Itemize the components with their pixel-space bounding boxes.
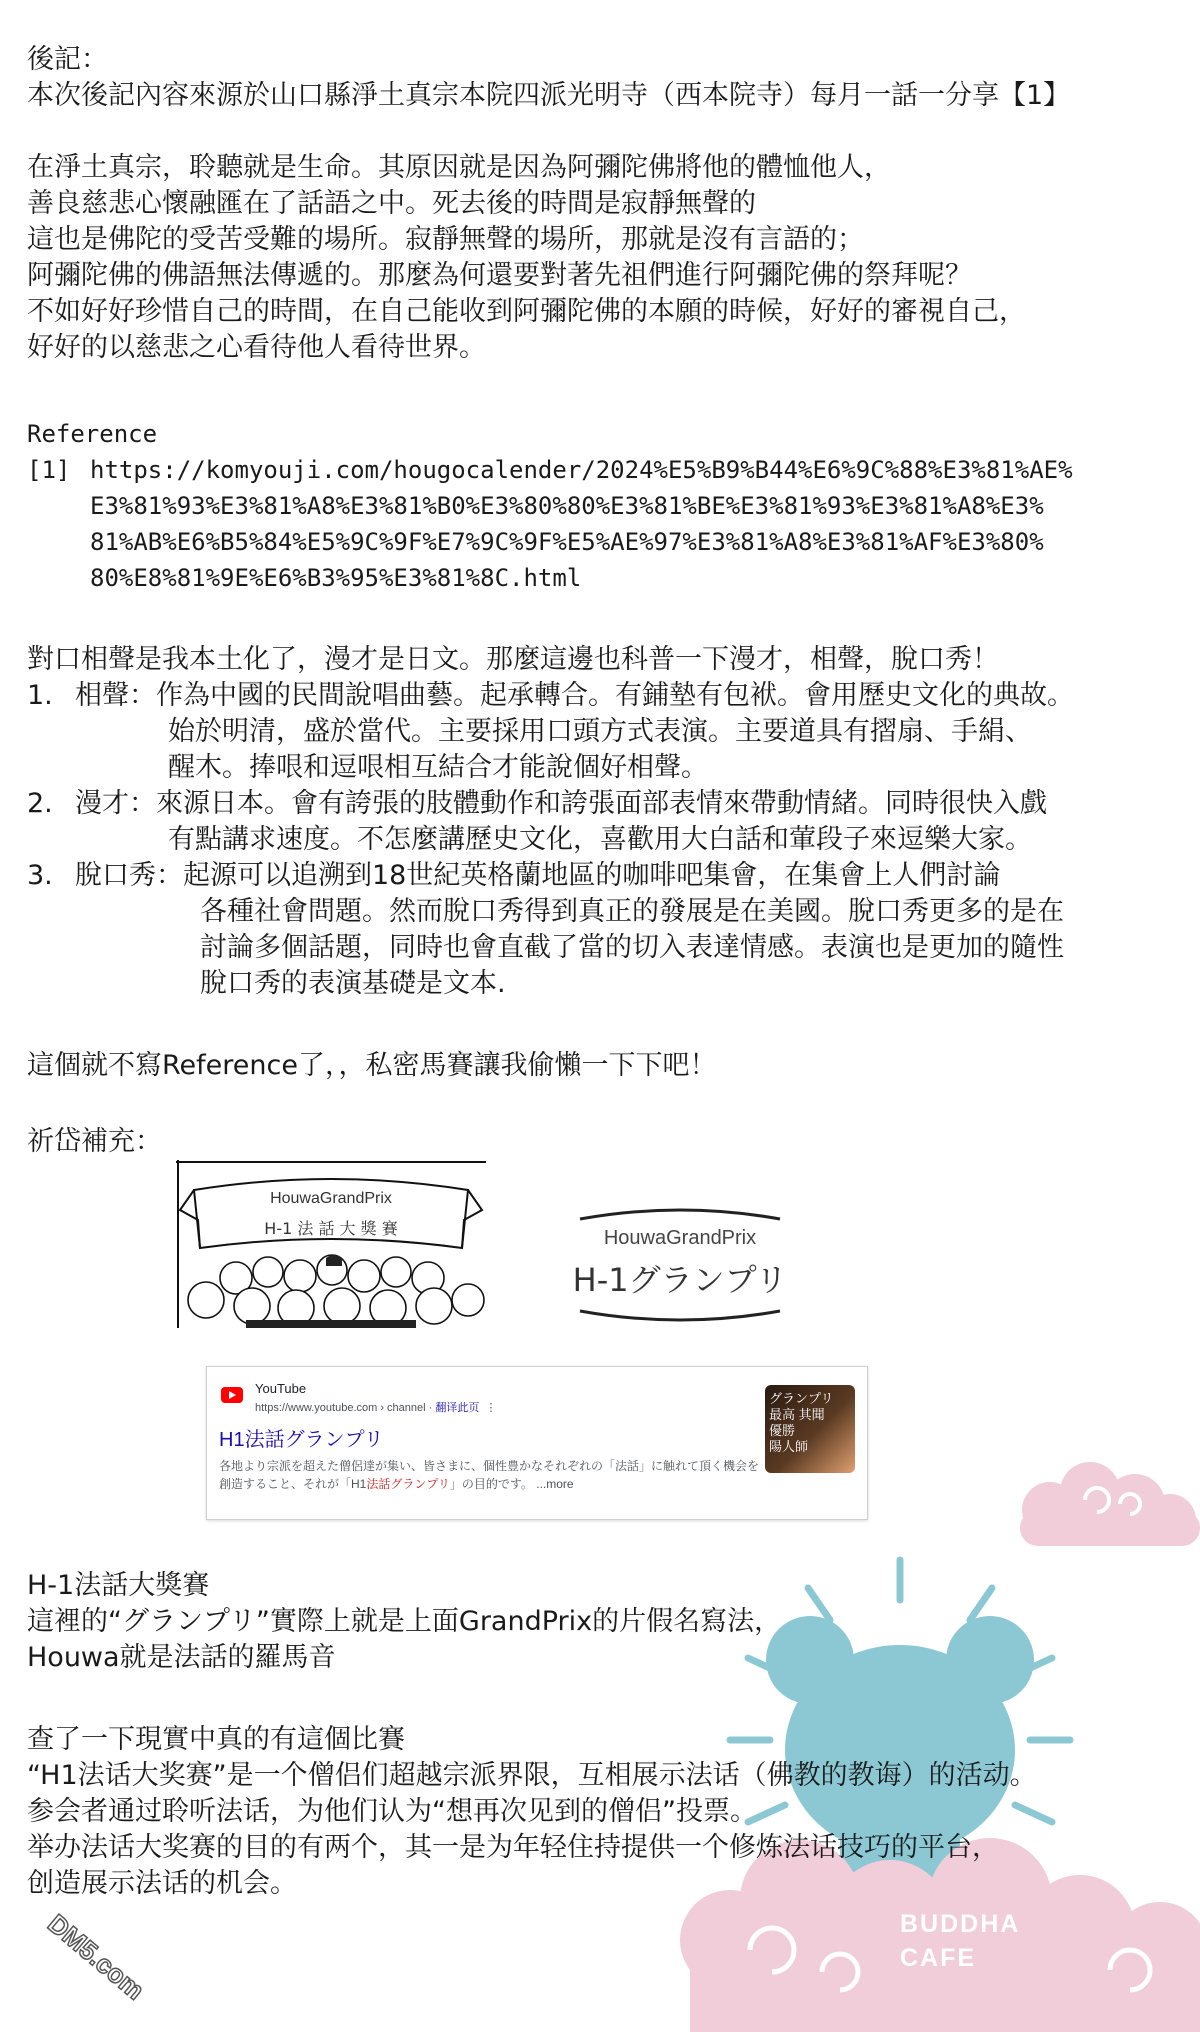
dm5-watermark [16, 1908, 151, 2022]
yt-result-desc [219, 1457, 759, 1493]
yt-result-title[interactable]: H1法話グランプリ [219, 1429, 384, 1451]
yt-site-name: YouTube [255, 1381, 307, 1396]
yt-thumbnail[interactable] [765, 1385, 855, 1473]
source-line: 本次後記內容來源於山口縣淨土真宗本院四派光明寺（西本院寺）每月一話一分享【1】 [27, 80, 1071, 111]
list-item-line: 脫口秀：起源可以追溯到18世紀英格蘭地區的咖啡吧集會，在集會上人們討論 [75, 860, 1001, 891]
real-line: 参会者通过聆听法话，为他们认为“想再次见到的僧侣”投票。 [27, 1796, 757, 1827]
logo1-en: HouwaGrandPrix [270, 1190, 392, 1207]
yt-url-text: https://www.youtube.com › channel [255, 1402, 426, 1414]
afterword-line: 好好的以慈悲之心看待他人看待世界。 [27, 332, 486, 363]
supplement-heading: 祈岱補充： [27, 1126, 162, 1157]
h1-grandprix-logo [570, 1205, 790, 1325]
yt-url: https://www.youtube.com › channel · 翻译此页 ⋮ [255, 1402, 497, 1414]
reference-marker: [1] [27, 456, 71, 484]
h1-line: Houwa就是法話的羅馬音 [27, 1642, 336, 1673]
afterword-heading: 後記： [27, 44, 108, 75]
h1-line: 這裡的“グランプリ”實際上就是上面GrandPrix的片假名寫法， [27, 1606, 782, 1637]
logo1-jp: H-1 法 話 大 獎 賽 [264, 1219, 398, 1238]
list-number: 2. [27, 788, 53, 819]
afterword-line: 阿彌陀佛的佛語無法傳遞的。那麼為何還要對著先祖們進行阿彌陀佛的祭拜呢？ [27, 260, 972, 291]
cafe-watermark-line1: BUDDHA [900, 1910, 1021, 1938]
real-line: 创造展示法话的机会。 [27, 1868, 297, 1899]
list-item-line: 討論多個話題，同時也會直截了當的切入表達情感。表演也是更加的隨性 [200, 932, 1064, 963]
yt-desc-highlight: 法話グランプリ [366, 1477, 450, 1491]
reference-url-line[interactable]: https://komyouji.com/hougocalender/2024%E5%B9%B44%E6%9C%88%E3%81%AE% [90, 456, 1073, 484]
logo2-jp: H-1グランプリ [572, 1261, 788, 1299]
thumb-text: グランプリ 最高 其聞 優勝 陽人師 [769, 1391, 834, 1454]
youtube-logo-icon [221, 1387, 243, 1403]
manga-panel-image [176, 1160, 486, 1328]
list-item-line: 醒木。捧哏和逗哏相互結合才能說個好相聲。 [168, 752, 708, 783]
reference-url-line[interactable]: 80%E8%81%9E%E6%B3%95%E3%81%8C.html [90, 564, 582, 592]
afterword-line: 在淨土真宗，聆聽就是生命。其原因就是因為阿彌陀佛將他的體恤他人， [27, 152, 891, 183]
logo2-en: HouwaGrandPrix [603, 1227, 757, 1249]
manga-illustration [176, 1160, 486, 1328]
list-item-line: 脫口秀的表演基礎是文本. [200, 968, 506, 999]
comedy-intro: 對口相聲是我本土化了，漫才是日文。那麼這邊也科普一下漫才，相聲，脫口秀！ [27, 644, 999, 675]
real-line: 举办法话大奖赛的目的有两个，其一是为年轻住持提供一个修炼法话技巧的平台， [27, 1832, 999, 1863]
more-options-icon[interactable]: ⋮ [485, 1402, 497, 1414]
list-item-line: 有點講求速度。不怎麼講歷史文化，喜歡用大白話和葷段子來逗樂大家。 [168, 824, 1032, 855]
list-item-line: 漫才：來源日本。會有誇張的肢體動作和誇張面部表情來帶動情緒。同時很快入戲 [75, 788, 1047, 819]
afterword-line: 善良慈悲心懷融匯在了話語之中。死去後的時間是寂靜無聲的 [27, 188, 756, 219]
list-number: 1. [27, 680, 53, 711]
list-item-line: 始於明清，盛於當代。主要採用口頭方式表演。主要道具有摺扇、手絹、 [168, 716, 1032, 747]
reference-heading: Reference [27, 420, 158, 448]
list-item-line: 相聲：作為中國的民間說唱曲藝。起承轉合。有鋪墊有包袱。會用歷史文化的典故。 [75, 680, 1074, 711]
afterword-line: 這也是佛陀的受苦受難的場所。寂靜無聲的場所，那就是沒有言語的； [27, 224, 864, 255]
yt-desc-b: 」の目的です。 ...more [449, 1477, 574, 1491]
reference-url-line[interactable]: E3%81%93%E3%81%A8%E3%81%B0%E3%80%80%E3%81%BE%E3%81%93%E3%81%A8%E3% [90, 492, 1044, 520]
cafe-watermark-line2: CAFE [900, 1944, 977, 1972]
afterword-line: 不如好好珍惜自己的時間，在自己能收到阿彌陀佛的本願的時候，好好的審視自己， [27, 296, 1026, 327]
h1-title: H-1法話大獎賽 [27, 1570, 210, 1601]
real-line: “H1法话大奖赛”是一个僧侣们超越宗派界限，互相展示法话（佛教的教诲）的活动。 [27, 1760, 1037, 1791]
list-item-line: 各種社會問題。然而脫口秀得到真正的發展是在美國。脫口秀更多的是在 [200, 896, 1064, 927]
dm5-text: DM5.com [42, 1908, 151, 2006]
yt-translate-link[interactable]: 翻译此页 [435, 1402, 480, 1414]
no-reference-note: 這個就不寫Reference了，，私密馬賽讓我偷懶一下下吧！ [27, 1050, 717, 1081]
real-line: 查了一下現實中真的有這個比賽 [27, 1724, 405, 1755]
list-number: 3. [27, 860, 53, 891]
reference-url-line[interactable]: 81%AB%E6%B5%84%E5%9C%9F%E7%9C%9F%E5%AE%97%E3%81%A8%E3%81%AF%E3%80% [90, 528, 1044, 556]
yt-desc-a: 各地より宗派を超えた僧侶達が集い、皆さまに、個性豊かなそれぞれの「法話」に触れて頂く機会を創造すること、それが「H1 [219, 1459, 760, 1491]
